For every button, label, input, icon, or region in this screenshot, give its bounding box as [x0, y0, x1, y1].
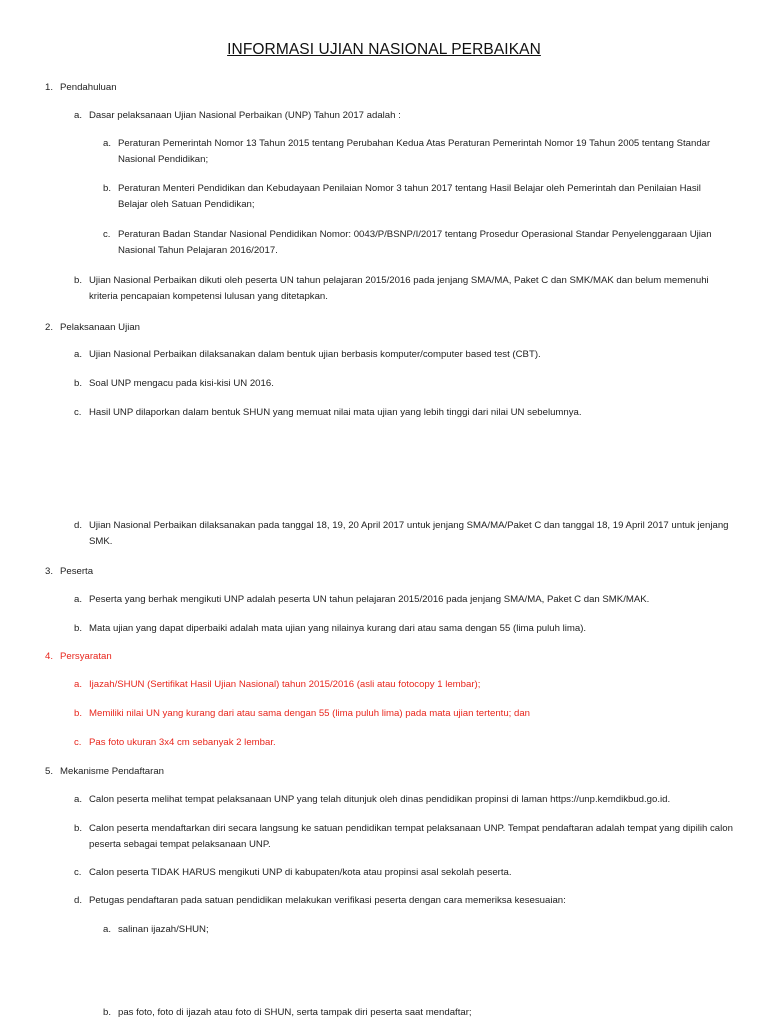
list-item: Ujian Nasional Perbaikan dikuti oleh peserta UN tahun pelajaran 2015/2016 pada jenjang SMA/MA, Paket C dan SMK/MAK dan belum memenuhi kriteria pencapaian kompetensi lulusan yang ditetapkan. [89, 275, 709, 302]
section-number: 3. [45, 566, 54, 577]
item-label: d. [74, 520, 83, 531]
list-item: Pas foto ukuran 3x4 cm sebanyak 2 lembar. [89, 737, 276, 748]
section-number: 4. [45, 651, 54, 662]
page-title: INFORMASI UJIAN NASIONAL PERBAIKAN [227, 41, 541, 58]
section-heading-persyaratan: Persyaratan [60, 651, 112, 662]
list-item: Hasil UNP dilaporkan dalam bentuk SHUN yang memuat nilai mata ujian yang lebih tinggi dari nilai UN sebelumnya. [89, 407, 582, 418]
item-label: a. [74, 110, 83, 121]
item-label: b. [74, 708, 83, 719]
list-item: Dasar pelaksanaan Ujian Nasional Perbaikan (UNP) Tahun 2017 adalah : [89, 110, 401, 121]
item-label: a. [74, 349, 83, 360]
list-item: Memiliki nilai UN yang kurang dari atau sama dengan 55 (lima puluh lima) pada mata ujian tertentu; dan [89, 708, 531, 719]
list-item: Ijazah/SHUN (Sertifikat Hasil Ujian Nasional) tahun 2015/2016 (asli atau fotocopy 1 lembar); [89, 679, 481, 690]
item-label: b. [74, 275, 83, 286]
list-item: Peraturan Menteri Pendidikan dan Kebudayaan Penilaian Nomor 3 tahun 2017 tentang Hasil Belajar oleh Pemerintah dan Penilaian Hasil Belajar oleh Satuan Pendidikan; [118, 183, 701, 210]
list-item: Ujian Nasional Perbaikan dilaksanakan dalam bentuk ujian berbasis komputer/computer based test (CBT). [89, 349, 541, 360]
list-item: Calon peserta TIDAK HARUS mengikuti UNP di kabupaten/kota atau propinsi asal sekolah peserta. [89, 867, 512, 878]
section-number: 5. [45, 766, 54, 777]
item-label: d. [74, 895, 83, 906]
item-label: b. [74, 623, 83, 634]
item-label: c. [74, 867, 82, 878]
item-label: c. [74, 737, 82, 748]
subitem-label: a. [103, 138, 112, 149]
item-label: b. [74, 823, 83, 834]
section-heading-pendahuluan: Pendahuluan [60, 82, 117, 93]
list-item: Peraturan Pemerintah Nomor 13 Tahun 2015 tentang Perubahan Kedua Atas Peraturan Pemerintah Nomor 19 Tahun 2005 tentang Standar Nasional Pendidikan; [118, 138, 711, 165]
subitem-label: b. [103, 1007, 112, 1018]
subitem-label: b. [103, 183, 112, 194]
section-heading-peserta: Peserta [60, 566, 94, 577]
item-label: b. [74, 378, 83, 389]
item-label: a. [74, 794, 83, 805]
list-item: Peserta yang berhak mengikuti UNP adalah peserta UN tahun pelajaran 2015/2016 pada jenjang SMA/MA, Paket C dan SMK/MAK. [89, 594, 650, 605]
item-label: a. [74, 594, 83, 605]
list-item: salinan ijazah/SHUN; [118, 924, 209, 935]
subitem-label: c. [103, 229, 111, 240]
list-item: Calon peserta melihat tempat pelaksanaan UNP yang telah ditunjuk oleh dinas pendidikan propinsi di laman https://unp.kemdikbud.go.id. [89, 794, 671, 805]
section-heading-pelaksanaan: Pelaksanaan Ujian [60, 322, 141, 333]
list-item: Petugas pendaftaran pada satuan pendidikan melakukan verifikasi peserta dengan cara memeriksa kesesuaian: [89, 895, 566, 906]
list-item: pas foto, foto di ijazah atau foto di SHUN, serta tampak diri peserta saat mendaftar; [118, 1007, 472, 1018]
list-item: Calon peserta mendaftarkan diri secara langsung ke satuan pendidikan tempat pelaksanaan UNP. Tempat pendaftaran adalah tempat yang dipilih calon peserta sebagai tempat pelaksanaan UNP. [89, 823, 733, 850]
item-label: a. [74, 679, 83, 690]
list-item: Mata ujian yang dapat diperbaiki adalah mata ujian yang nilainya kurang dari atau sama dengan 55 (lima puluh lima). [89, 623, 587, 634]
item-label: c. [74, 407, 82, 418]
subitem-label: a. [103, 924, 112, 935]
list-item: Peraturan Badan Standar Nasional Pendidikan Nomor: 0043/P/BSNP/I/2017 tentang Prosedur Operasional Standar Penyelenggaraan Ujian Nasional Tahun Pelajaran 2016/2017. [118, 229, 712, 256]
section-number: 2. [45, 322, 54, 333]
list-item: Soal UNP mengacu pada kisi-kisi UN 2016. [89, 378, 274, 389]
section-heading-mekanisme: Mekanisme Pendaftaran [60, 766, 164, 777]
list-item: Ujian Nasional Perbaikan dilaksanakan pada tanggal 18, 19, 20 April 2017 untuk jenjang SMA/MA/Paket C dan tanggal 18, 19 April 2017 untuk jenjang SMK. [89, 520, 729, 547]
section-number: 1. [45, 82, 54, 93]
